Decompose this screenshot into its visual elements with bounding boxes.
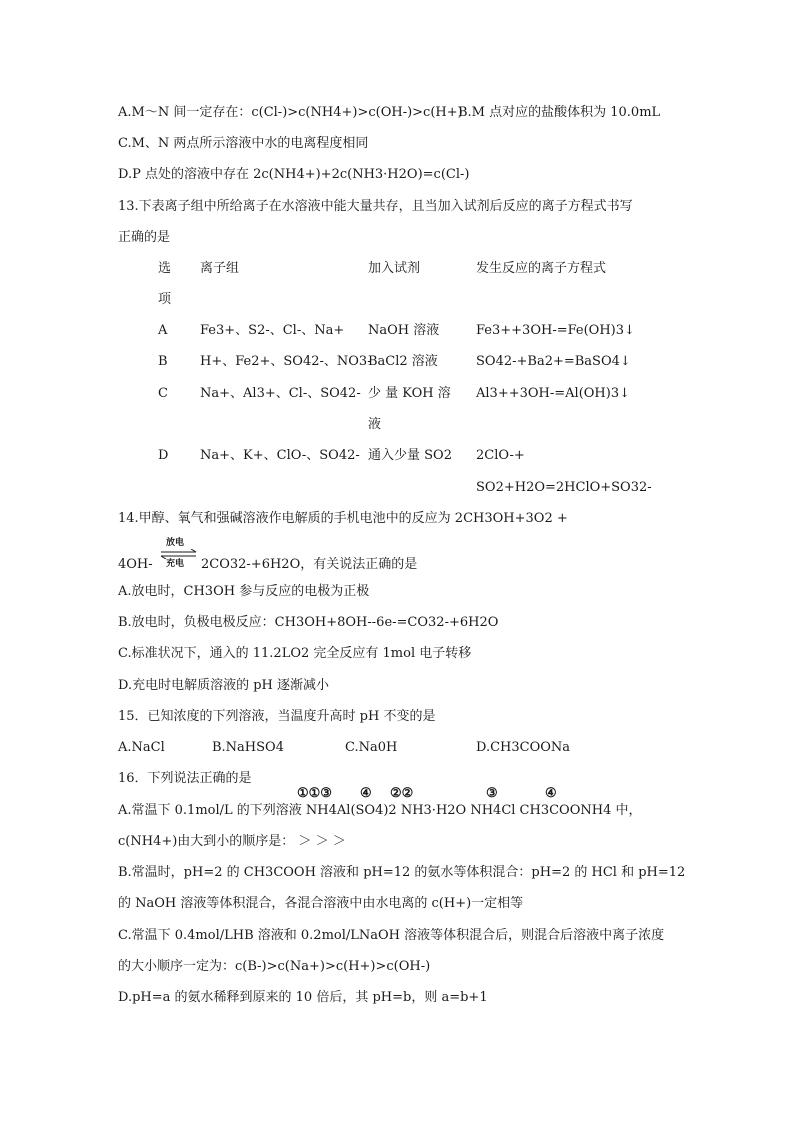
table-header-reagent: 加入试剂 [368, 261, 421, 276]
q14-stem-4oh: 4OH- [118, 557, 153, 572]
q14-stem-line1: 14.甲醇、氧气和强碱溶液作电解质的手机电池中的反应为 2CH3OH+3O2 + [118, 511, 568, 526]
table-row-d-option: D [158, 448, 169, 463]
q15-option-b: B.NaHSO4 [212, 740, 284, 755]
table-row-a-reagent: NaOH 溶液 [368, 323, 440, 338]
q16-option-b-line1: B.常温时，pH=2 的 CH3COOH 溶液和 pH=12 的氨水等体积混合：pH=2 的 HCl 和 pH=12 [118, 865, 686, 880]
table-row-c-reagent: 少 量 KOH 溶 [368, 386, 451, 401]
q14-stem-products: 2CO32-+6H2O，有关说法正确的是 [201, 557, 418, 572]
q16-option-c-line1: C.常温下 0.4mol/LHB 溶液和 0.2mol/LNaOH 溶液等体积混合后，则混合后溶液中离子浓度 [118, 928, 665, 943]
q13-stem-line2: 正确的是 [118, 230, 171, 245]
table-row-b-reagent: BaCl2 溶液 [368, 354, 438, 369]
table-row-a-option: A [158, 323, 168, 338]
circled-numbers-3: ②② [390, 786, 414, 801]
table-row-d-equation: 2ClO-+ [476, 448, 525, 463]
table-row-a-ions: Fe3+、S2-、Cl-、Na+ [200, 323, 345, 338]
circled-number-5: ④ [545, 786, 557, 801]
q14-option-b: B.放电时，负极电极反应：CH3OH+8OH--6e-=CO32-+6H2O [118, 615, 499, 630]
arrow-label-discharge: 放电 [166, 538, 185, 548]
table-header-equation: 发生反应的离子方程式 [476, 261, 607, 276]
double-arrow-icon [160, 549, 198, 559]
q16-stem: 16．下列说法正确的是 [118, 771, 252, 786]
q12-option-b: B.M 点对应的盐酸体积为 10.0mL [458, 105, 661, 120]
arrow-label-charge: 充电 [166, 559, 185, 569]
circled-number-2: ④ [360, 786, 372, 801]
table-row-d-reagent: 通入少量 SO2 [368, 448, 452, 463]
q16-option-b-line2: 的 NaOH 溶液等体积混合，各混合溶液中由水电离的 c(H+)一定相等 [118, 896, 524, 911]
q12-option-a: A.M～N 间一定存在：c(Cl-)>c(NH4+)>c(OH-)>c(H+) [118, 105, 463, 120]
q13-stem-line1: 13.下表离子组中所给离子在水溶液中能大量共存，且当加入试剂后反应的离子方程式书写 [118, 199, 633, 214]
q16-option-c-line2: 的大小顺序一定为：c(B-)>c(Na+)>c(H+)>c(OH-) [118, 959, 431, 974]
q15-option-a: A.NaCl [118, 740, 165, 755]
table-row-c-option: C [158, 386, 168, 401]
table-row-d-ions: Na+、K+、ClO-、SO42- [200, 448, 360, 463]
table-row-b-equation: SO42-+Ba2+=BaSO4↓ [476, 354, 631, 369]
table-row-b-option: B [158, 354, 168, 369]
table-row-c-ions: Na+、Al3+、Cl-、SO42- [200, 386, 361, 401]
q16-option-a-line2: c(NH4+)由大到小的顺序是： ＞ ＞ ＞ [118, 834, 346, 849]
q15-option-c: C.Na0H [345, 740, 398, 755]
q12-option-c: C.M、N 两点所示溶液中水的电离程度相同 [118, 136, 369, 151]
q16-option-d-line1: D.pH=a 的氨水稀释到原来的 10 倍后，其 pH=b，则 a=b+1 [118, 990, 488, 1005]
q16-option-a-line1: A.常温下 0.1mol/L 的下列溶液 NH4Al(SO4)2 NH3·H2O NH4Cl CH3COONH4 中， [118, 803, 642, 818]
table-header-ions: 离子组 [200, 261, 240, 276]
table-header-option: 选 [158, 261, 172, 276]
q14-option-a: A.放电时，CH3OH 参与反应的电极为正极 [118, 584, 370, 599]
table-row-d-equation-cont: SO2+H2O=2HClO+SO32- [476, 480, 652, 495]
q15-option-d: D.CH3COONa [476, 740, 571, 755]
circled-numbers-1: ①①③ [297, 786, 332, 801]
reversible-arrow-icon [160, 538, 198, 572]
table-row-b-ions: H+、Fe2+、SO42-、NO3- [200, 354, 372, 369]
q15-stem: 15．已知浓度的下列溶液，当温度升高时 pH 不变的是 [118, 709, 436, 724]
q14-option-c: C.标准状况下，通入的 11.2LO2 完全反应有 1mol 电子转移 [118, 646, 472, 661]
table-row-a-equation: Fe3++3OH-=Fe(OH)3↓ [476, 323, 635, 338]
table-header-option-cont: 项 [158, 292, 172, 307]
table-row-c-reagent-cont: 液 [368, 417, 382, 432]
circled-number-4: ③ [486, 786, 498, 801]
q12-option-d: D.P 点处的溶液中存在 2c(NH4+)+2c(NH3·H2O)=c(Cl-) [118, 167, 470, 182]
q14-option-d: D.充电时电解质溶液的 pH 逐渐减小 [118, 678, 330, 693]
table-row-c-equation: Al3++3OH-=Al(OH)3↓ [476, 386, 631, 401]
